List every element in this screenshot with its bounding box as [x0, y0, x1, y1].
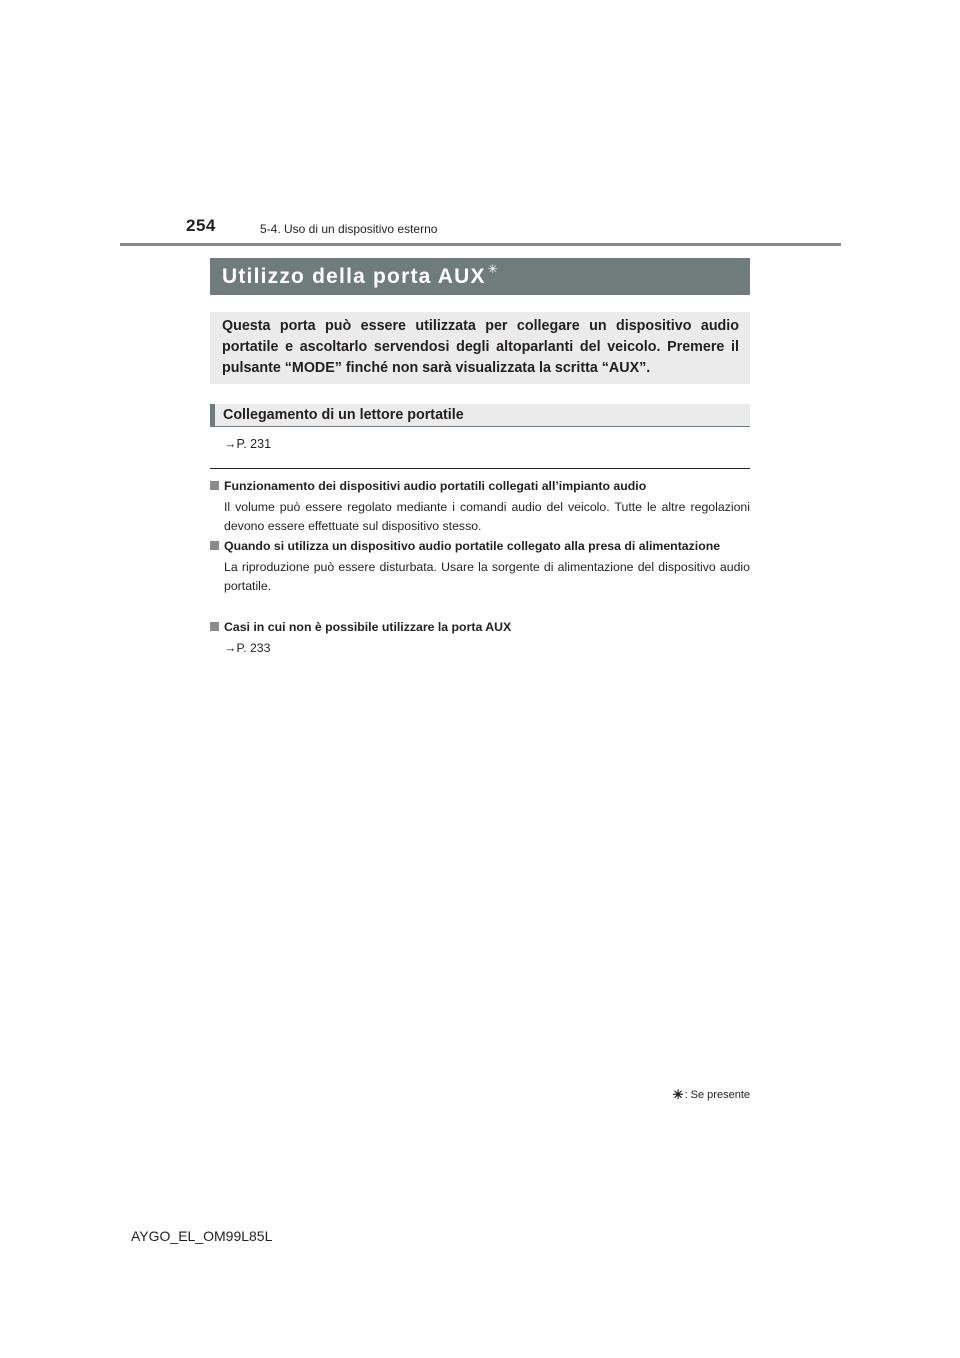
section-accent — [210, 404, 215, 426]
note-title: Quando si utilizza un dispositivo audio portatile collegato alla presa di alimentazione — [224, 539, 721, 553]
note-heading — [210, 477, 750, 496]
header-rule — [120, 243, 841, 246]
asterisk-icon: ✳ — [487, 261, 498, 276]
note-item — [210, 618, 750, 658]
page-title: Utilizzo della porta AUX — [222, 264, 486, 288]
page-title-bar — [210, 258, 750, 295]
section-title: Collegamento di un lettore portatile — [223, 407, 464, 423]
section-heading-bar — [210, 404, 750, 427]
note-title: Funzionamento dei dispositivi audio portatili collegati all’impianto audio — [224, 479, 647, 493]
asterisk-icon: ✳ — [672, 1087, 684, 1102]
page-number: 254 — [186, 216, 216, 235]
document-code: AYGO_EL_OM99L85L — [131, 1228, 273, 1244]
arrow-right-icon: → — [224, 641, 237, 655]
running-header: 5-4. Uso di un dispositivo esterno — [260, 222, 438, 236]
footnote-text: : Se presente — [684, 1089, 750, 1101]
page-reference — [224, 437, 271, 451]
note-reference-text: P. 233 — [236, 641, 271, 655]
note-heading — [210, 618, 750, 637]
note-item — [210, 537, 750, 596]
note-body: Il volume può essere regolato mediante i comandi audio del veicolo. Tutte le altre regolazioni devono essere effettuate sul dispositivo stesso. — [224, 500, 750, 533]
note-title: Casi in cui non è possibile utilizzare la porta AUX — [224, 620, 512, 634]
intro-text: Questa porta può essere utilizzata per collegare un dispositivo audio portatile e ascoltarlo servendosi degli altoparlanti del veicolo. Premere il pulsante “MODE” finché non sarà visualizzata la scritta “AUX”. — [222, 318, 739, 376]
square-bullet-icon — [210, 541, 219, 550]
page-reference-text: P. 231 — [236, 437, 272, 451]
arrow-right-icon: → — [224, 437, 237, 451]
divider — [210, 468, 750, 469]
square-bullet-icon — [210, 481, 219, 490]
square-bullet-icon — [210, 622, 219, 631]
note-body: La riproduzione può essere disturbata. Usare la sorgente di alimentazione del dispositivo audio portatile. — [224, 560, 750, 593]
footnote — [673, 1087, 750, 1103]
note-heading — [210, 537, 750, 556]
note-item — [210, 477, 750, 536]
note-reference — [210, 639, 750, 658]
intro-box — [210, 312, 750, 384]
